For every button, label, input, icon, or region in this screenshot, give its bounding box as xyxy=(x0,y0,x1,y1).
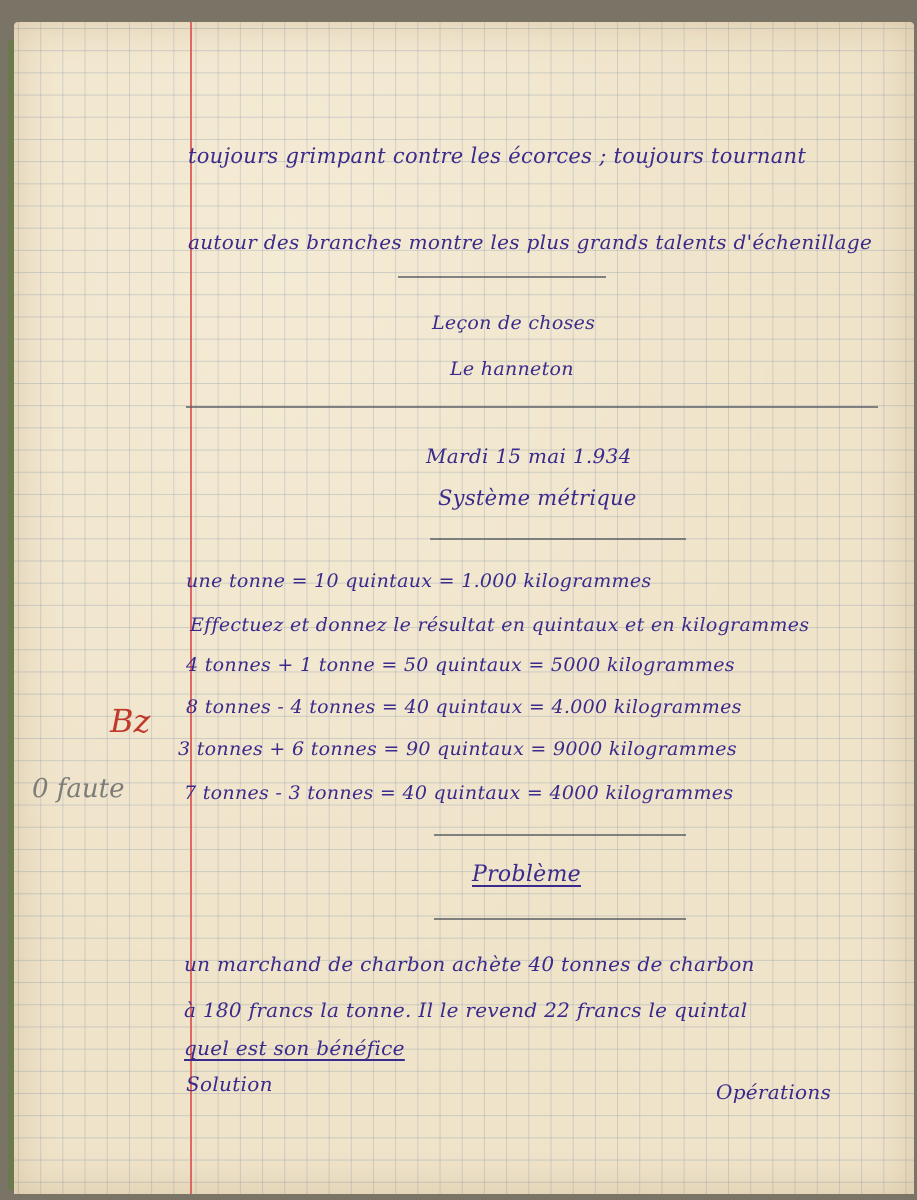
metric-line-3: 4 tonnes + 1 tonne = 50 quintaux = 5000 kilogrammes xyxy=(186,654,735,676)
probleme-line-3: quel est son bénéfice xyxy=(184,1036,405,1060)
divider-full-width xyxy=(186,406,878,408)
divider-1 xyxy=(398,276,606,278)
notebook-page xyxy=(14,22,914,1194)
divider-3 xyxy=(434,834,686,836)
lesson-date: Mardi 15 mai 1.934 xyxy=(426,444,632,468)
text-line-2: autour des branches montre les plus grands talents d'échenillage xyxy=(188,230,873,254)
metric-line-6: 7 tonnes - 3 tonnes = 40 quintaux = 4000 kilogrammes xyxy=(184,782,734,804)
probleme-line-1: un marchand de charbon achète 40 tonnes de charbon xyxy=(184,952,755,976)
metric-line-5: 3 tonnes + 6 tonnes = 90 quintaux = 9000 kilogrammes xyxy=(178,738,737,760)
metric-line-1: une tonne = 10 quintaux = 1.000 kilogrammes xyxy=(186,570,652,592)
operations-label: Opérations xyxy=(716,1080,832,1104)
faute-count-note: 0 faute xyxy=(32,774,125,804)
section-title: Système métrique xyxy=(438,486,637,510)
probleme-title: Problème xyxy=(472,862,581,887)
divider-2 xyxy=(430,538,686,540)
grade-mark: Bz xyxy=(110,702,151,740)
probleme-line-2: à 180 francs la tonne. Il le revend 22 francs le quintal xyxy=(184,998,748,1022)
metric-line-2: Effectuez et donnez le résultat en quintaux et en kilogrammes xyxy=(190,614,810,636)
divider-4 xyxy=(434,918,686,920)
metric-line-4: 8 tonnes - 4 tonnes = 40 quintaux = 4.000 kilogrammes xyxy=(186,696,742,718)
lecon-title: Leçon de choses xyxy=(432,312,596,334)
solution-label: Solution xyxy=(186,1072,273,1096)
text-line-1: toujours grimpant contre les écorces ; toujours tournant xyxy=(188,144,807,168)
lecon-subject: Le hanneton xyxy=(450,358,574,380)
